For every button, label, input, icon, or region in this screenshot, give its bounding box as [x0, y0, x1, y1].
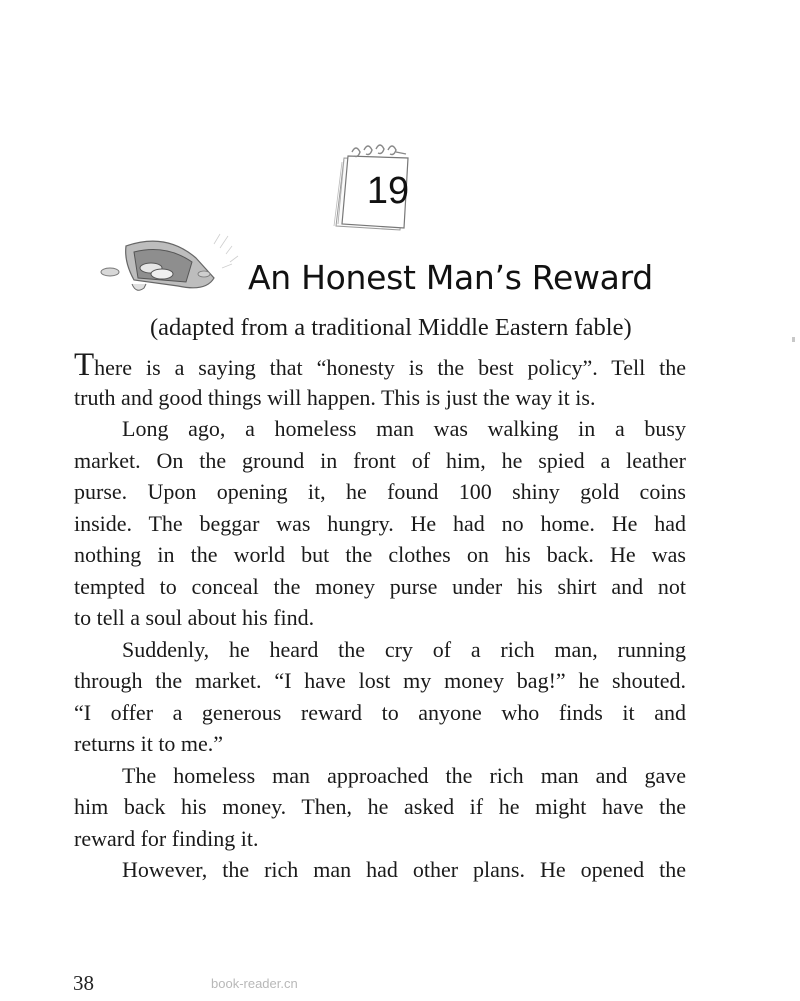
body-line: inside. The beggar was hungry. He had no home. He had [74, 510, 686, 536]
body-line: through the market. “I have lost my money bag!” he shouted. [74, 668, 686, 693]
body-line: The homeless man approached the rich man and gave [122, 762, 686, 788]
body-line: him back his money. Then, he asked if he might have the [74, 794, 686, 819]
chapter-title: An Honest Man’s Reward [248, 258, 653, 297]
body-line: returns it to me.” [74, 731, 224, 756]
body-line: truth and good things will happen. This is just the way it is. [74, 384, 596, 410]
body-line: market. On the ground in front of him, he spied a leather [74, 447, 686, 473]
story-body [74, 350, 686, 886]
chapter-subtitle: (adapted from a traditional Middle Eastern fable) [150, 314, 632, 341]
body-line: to tell a soul about his find. [74, 605, 315, 630]
chapter-number: 19 [366, 170, 410, 212]
body-line: “I offer a generous reward to anyone who finds it and [74, 699, 686, 725]
body-line: purse. Upon opening it, he found 100 shiny gold coins [74, 479, 686, 504]
body-line: However, the rich man had other plans. He opened the [122, 857, 686, 882]
page-number: 38 [73, 971, 94, 995]
drop-cap: T [74, 350, 95, 382]
body-line: There is a saying that “honesty is the best policy”. Tell the [74, 350, 686, 382]
body-line: Suddenly, he heard the cry of a rich man, running [122, 636, 686, 662]
watermark: book-reader.cn [211, 976, 298, 991]
body-line: nothing in the world but the clothes on his back. He was [74, 542, 686, 567]
body-line: tempted to conceal the money purse under his shirt and not [74, 573, 686, 599]
open-purse-with-coins-illustration [96, 222, 246, 304]
body-line: reward for finding it. [74, 825, 259, 851]
scan-speck [792, 337, 795, 342]
body-line: Long ago, a homeless man was walking in a busy [122, 416, 686, 441]
